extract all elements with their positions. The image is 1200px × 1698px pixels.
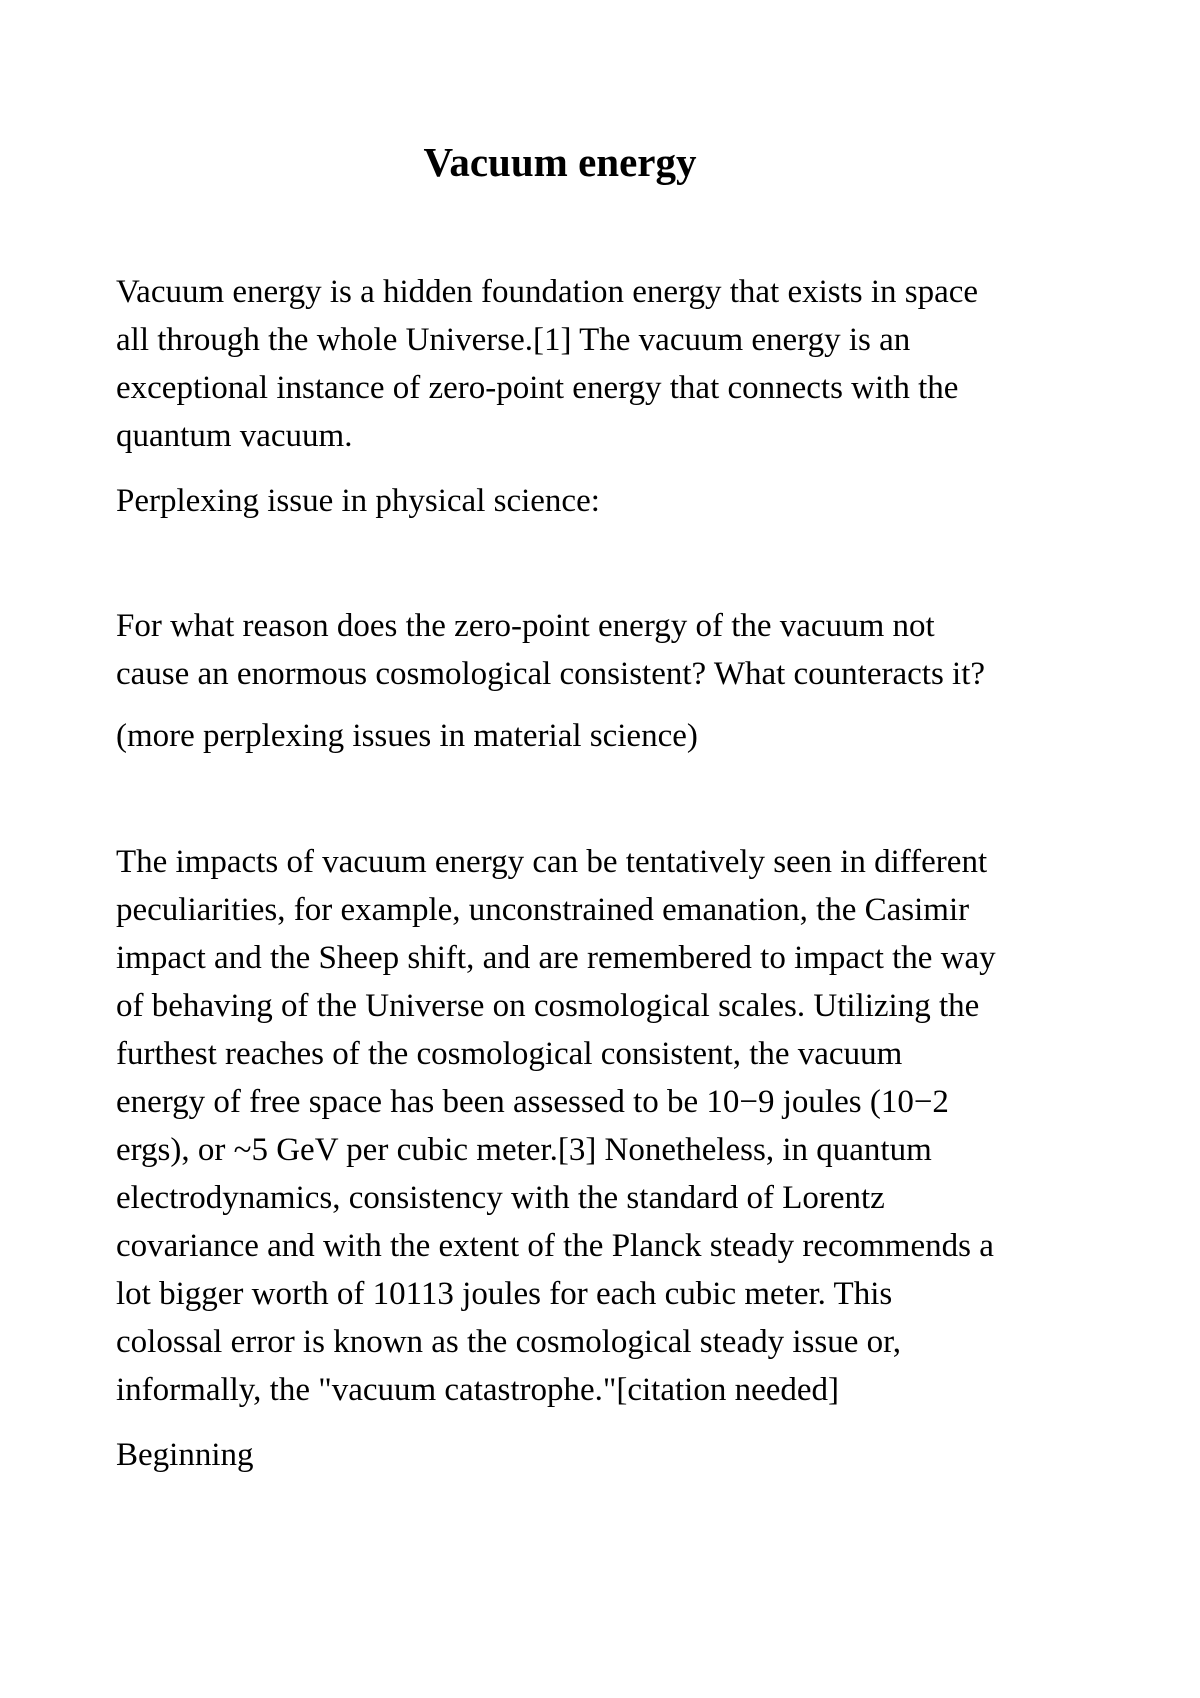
paragraph-line: electrodynamics, consistency with the standard of Lorentz xyxy=(116,1180,885,1216)
paragraph-line: informally, the "vacuum catastrophe."[citation needed] xyxy=(116,1372,840,1408)
paragraph-line: all through the whole Universe.[1] The vacuum energy is an xyxy=(116,322,911,358)
paragraph-line: peculiarities, for example, unconstrained emanation, the Casimir xyxy=(116,892,970,928)
paragraph-line: Vacuum energy is a hidden foundation energy that exists in space xyxy=(116,274,979,310)
paragraph-line: Perplexing issue in physical science: xyxy=(116,483,600,519)
paragraph-line: quantum vacuum. xyxy=(116,418,353,454)
paragraph-line: colossal error is known as the cosmological steady issue or, xyxy=(116,1324,902,1360)
paragraph-line: lot bigger worth of 10113 joules for each cubic meter. This xyxy=(116,1276,893,1312)
paragraph-line: (more perplexing issues in material science) xyxy=(116,718,698,754)
paragraph-line: impact and the Sheep shift, and are remembered to impact the way xyxy=(116,940,996,976)
paragraph-line: cause an enormous cosmological consistent? What counteracts it? xyxy=(116,656,986,692)
paragraph-impacts xyxy=(116,838,1116,1414)
document-title: Vacuum energy xyxy=(423,139,697,185)
paragraph-line: The impacts of vacuum energy can be tentatively seen in different xyxy=(116,844,988,880)
paragraph-more-issues xyxy=(116,712,1116,760)
paragraph-line: Beginning xyxy=(116,1437,254,1473)
paragraph-line: covariance and with the extent of the Planck steady recommends a xyxy=(116,1228,994,1264)
paragraph-beginning xyxy=(116,1431,1116,1479)
paragraph-line: energy of free space has been assessed to be 10−9 joules (10−2 xyxy=(116,1084,949,1120)
paragraph-line: ergs), or ~5 GeV per cubic meter.[3] Nonetheless, in quantum xyxy=(116,1132,932,1168)
paragraph-issue-heading xyxy=(116,477,1116,525)
paragraph-line: of behaving of the Universe on cosmological scales. Utilizing the xyxy=(116,988,980,1024)
paragraph-line: For what reason does the zero-point energy of the vacuum not xyxy=(116,608,935,644)
paragraph-line: exceptional instance of zero-point energy that connects with the xyxy=(116,370,959,406)
paragraph-question xyxy=(116,602,1116,698)
paragraph-intro xyxy=(116,268,1116,460)
paragraph-line: furthest reaches of the cosmological consistent, the vacuum xyxy=(116,1036,903,1072)
